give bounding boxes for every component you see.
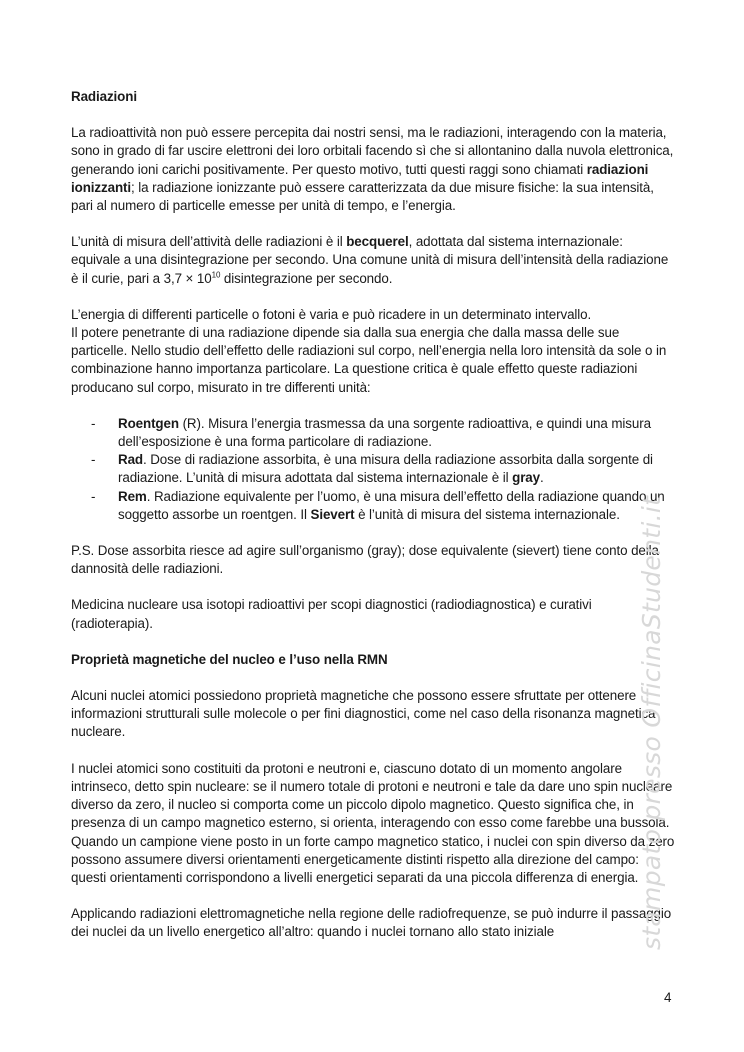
units-list: [71, 415, 675, 524]
text: . Radiazione equivalente per l’uomo, è una misura dell’effetto della radiazione quando un soggetto assorbe un roentgen. Il: [118, 488, 665, 522]
exponent: 10: [211, 270, 221, 280]
bold-term: gray: [512, 470, 540, 486]
dash-bullet: -: [91, 452, 96, 468]
bold-term: Sievert: [310, 506, 355, 522]
section-heading-rmn: Proprietà magnetiche del nucleo e l’uso nella RMN: [71, 651, 388, 667]
list-item-rad: [91, 451, 675, 487]
dash-bullet: -: [91, 415, 96, 431]
dash-bullet: -: [91, 488, 96, 504]
text: disintegrazione per secondo.: [220, 270, 393, 286]
paragraph-radiofrequency: Applicando radiazioni elettromagnetiche nella regione delle radiofrequenze, se può indurre il passaggio dei nuclei da un livello energetico all’altro: quando i nuclei tornano allo stato iniziale: [71, 906, 672, 940]
paragraph-energy: [71, 306, 675, 397]
text: (R). Misura l’energia trasmessa da una sorgente radioattiva, e quindi una misura dell’esposizione è una forma particolare di radiazione.: [118, 415, 651, 450]
list-item-rem: [91, 488, 675, 524]
watermark: stampato presso OfficinaStudenti.it: [637, 495, 666, 950]
paragraph-radioactivity: [71, 124, 675, 215]
page-number: 4: [664, 990, 672, 1005]
text: L’unità di misura dell’attività delle radiazioni è il: [71, 234, 347, 250]
bold-term: Rem: [118, 488, 147, 504]
paragraph-ps: P.S. Dose assorbita riesce ad agire sull’organismo (gray); dose equivalente (sievert) tiene conto della dannosità delle radiazioni.: [71, 543, 659, 577]
paragraph-becquerel: [71, 233, 675, 288]
paragraph-nuclear-medicine: Medicina nucleare usa isotopi radioattivi per scopi diagnostici (radiodiagnostica) e curativi (radioterapia).: [71, 597, 592, 631]
text: L’energia di differenti particelle o fotoni è varia e può ricadere in un determinato intervallo.: [71, 306, 592, 322]
text: , adottata dal sistema internazionale: equivale a una disintegrazione per secondo. Una comune unità di misura dell’intensità della radiazione è il curie, pari a 3,7 × 10: [71, 234, 669, 286]
paragraph-nuclear-spin: I nuclei atomici sono costituiti da protoni e neutroni e, ciascuno dotato di un momento angolare intrinseco, detto spin nucleare: se il numero totale di protoni e neutroni e tale da dare uno spin nucleare diverso da zero, il nucleo si comporta come un piccolo dipolo magnetico. Questo significa che, in presenza di un campo magnetico esterno, si orienta, interagendo con esso come farebbe una bussola. Quando un campione viene posto in un forte campo magnetico statico, i nuclei con spin diverso da zero possono assumere diversi orientamenti energeticamente distinti rispetto alla direzione del campo: questi orientamenti corrispondono a livelli energetici separati da una piccola differenza di energia.: [71, 760, 675, 885]
text: .: [540, 470, 544, 486]
bold-term: becquerel: [346, 234, 409, 250]
section-heading-radiazioni: Radiazioni: [71, 89, 137, 104]
list-item-roentgen: [91, 415, 675, 451]
bold-term: Rad: [118, 452, 143, 468]
text: Il potere penetrante di una radiazione dipende sia dalla sua energia che dalla massa delle sue particelle. Nello studio dell’effetto delle radiazioni sul corpo, nell’energia nella loro intensità da sole o in combinazione hanno importanza particolare. La questione critica è quale effetto queste radiazioni producano sul corpo, misurato in tre differenti unità:: [71, 325, 667, 395]
text: ; la radiazione ionizzante può essere caratterizzata da due misure fisiche: la sua intensità, pari al numero di particelle emesse per unità di tempo, e l’energia.: [71, 179, 654, 214]
document-page: [71, 88, 675, 960]
bold-term: radiazioni ionizzanti: [71, 161, 649, 195]
text: La radioattività non può essere percepita dai nostri sensi, ma le radiazioni, interagendo con la materia, sono in grado di far uscire elettroni dei loro orbitali facendo sì che si allontanino dalla nuvola elettronica, generando ioni carichi positivamente. Per questo motivo, tutti questi raggi sono chiamati: [71, 125, 674, 177]
paragraph-magnetic-properties: Alcuni nuclei atomici possiedono proprietà magnetiche che possono essere sfruttate per ottenere informazioni strutturali sulle molecole o per fini diagnostici, come nel caso della risonanza magnetica nucleare.: [71, 688, 656, 740]
text: . Dose di radiazione assorbita, è una misura della radiazione assorbita dalla sorgente di radiazione. L’unità di misura adottata dal sistema internazionale è il: [118, 452, 653, 486]
text: è l’unità di misura del sistema internazionale.: [354, 506, 620, 522]
bold-term: Roentgen: [118, 415, 179, 431]
